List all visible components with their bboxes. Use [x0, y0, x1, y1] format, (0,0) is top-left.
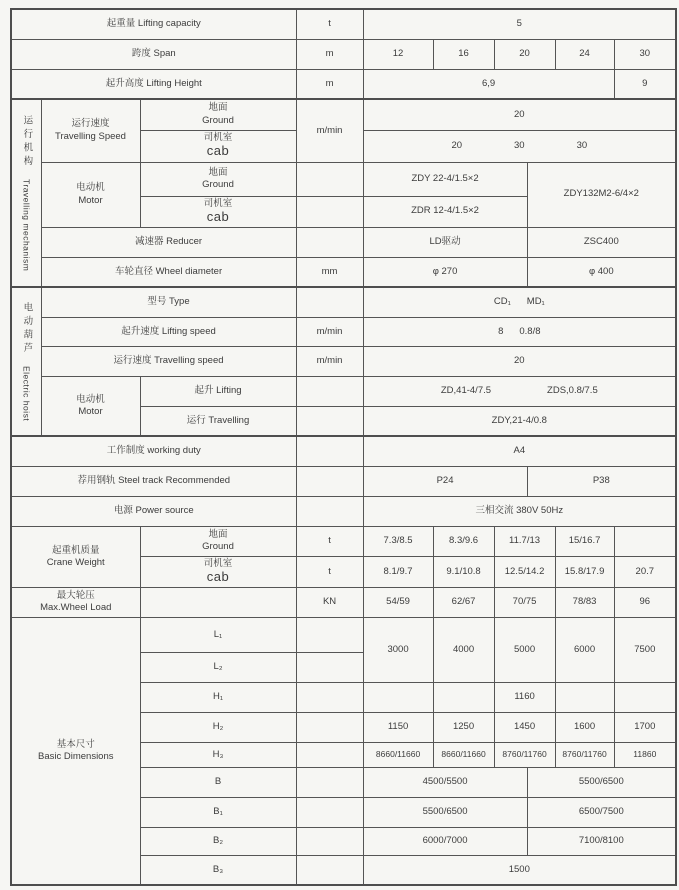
travel-speed-label-en: Travelling Speed: [55, 130, 126, 142]
max-wheel-load-label: [11, 587, 140, 617]
wheel-diameter-label: 车轮直径 Wheel diameter: [41, 257, 296, 287]
span-20: 20: [494, 39, 555, 69]
dim-B-v1: 4500/5500: [363, 767, 527, 797]
section-label-zh: 运行机构: [21, 114, 33, 169]
ground-zh: 地面: [208, 528, 228, 540]
span-30: 30: [614, 39, 676, 69]
row-lifting-height: [11, 69, 676, 99]
dim-L-v1: 3000: [363, 617, 433, 682]
hoist-motor-unit-empty: [296, 406, 363, 436]
hoist-motor-lifting-v1: ZD,41-4/7.5: [440, 385, 492, 397]
row-hoist-motor-lifting: [11, 376, 676, 406]
section-electric-hoist: [11, 287, 41, 436]
dim-H3-label: H₃: [140, 742, 296, 767]
cw-cab-5: 20.7: [614, 556, 676, 587]
hoist-type-v1: CD₁: [493, 296, 511, 308]
hoist-motor-travelling-value: ZDY,21-4/0.8: [363, 406, 676, 436]
section-label-en: Electric hoist: [21, 366, 32, 422]
dim-H2-v3: 1450: [494, 712, 555, 742]
section-label-zh: 电动葫芦: [21, 301, 33, 356]
travel-speed-label: [41, 99, 140, 162]
row-lifting-capacity: [11, 9, 676, 39]
dim-B-label: B: [140, 767, 296, 797]
cab-en: cab: [206, 208, 230, 224]
travel-speed-ground-value: 20: [363, 99, 676, 130]
dim-B2-unit-empty: [296, 827, 363, 855]
hoist-lift-speed-v1: 8: [498, 325, 504, 337]
cab-speed-3: 30: [576, 139, 588, 151]
hoist-travel-speed-value: 20: [363, 346, 676, 376]
section-travelling-mechanism: [11, 99, 41, 287]
wheel-diameter-v2: φ 400: [527, 257, 676, 287]
dim-B1-v1: 5500/6500: [363, 797, 527, 827]
hoist-type-v2: MD₁: [526, 296, 545, 308]
dim-H3-v1: 8660/11660: [363, 742, 433, 767]
crane-weight-label-en: Crane Weight: [46, 556, 105, 568]
tm-motor-cab-value: ZDR 12-4/1.5×2: [363, 196, 527, 227]
dim-H2-v2: 1250: [433, 712, 494, 742]
working-duty-unit-empty: [296, 436, 363, 466]
row-max-wheel-load: [11, 587, 676, 617]
ground-en: Ground: [202, 541, 234, 553]
steel-track-v1: P24: [363, 466, 527, 496]
section-label-en: Travelling mechanism: [21, 179, 32, 272]
dim-H2-v5: 1700: [614, 712, 676, 742]
max-wheel-load-label-en: Max.Wheel Load: [40, 602, 112, 614]
reducer-unit-empty: [296, 227, 363, 257]
lifting-capacity-value: 5: [363, 9, 676, 39]
tm-motor-ground-label: [140, 162, 296, 196]
lifting-height-v2: 9: [614, 69, 676, 99]
dim-H2-v4: 1600: [555, 712, 614, 742]
dim-H3-v3: 8760/11760: [494, 742, 555, 767]
dim-L2-label: L₂: [140, 652, 296, 682]
tm-motor-label-en: Motor: [78, 194, 103, 206]
dim-L-v3: 5000: [494, 617, 555, 682]
dim-H1-empty-1: [363, 682, 433, 712]
mwl-4: 78/83: [555, 587, 614, 617]
dim-L-v4: 6000: [555, 617, 614, 682]
hoist-type-values: [363, 287, 676, 317]
crane-weight-label: [11, 526, 140, 587]
crane-weight-cab-label: [140, 556, 296, 587]
power-source-unit-empty: [296, 496, 363, 526]
crane-weight-unit: t: [296, 556, 363, 587]
row-reducer: [11, 227, 676, 257]
cab-zh: 司机室: [203, 197, 233, 209]
power-source-label: 电源 Power source: [11, 496, 296, 526]
hoist-motor-lifting-label: 起升 Lifting: [140, 376, 296, 406]
tm-motor-right-value: ZDY132M2-6/4×2: [527, 162, 676, 227]
dim-H1-empty-2: [433, 682, 494, 712]
mwl-2: 62/67: [433, 587, 494, 617]
wheel-diameter-v1: φ 270: [363, 257, 527, 287]
dim-H3-unit-empty: [296, 742, 363, 767]
dim-L-v5: 7500: [614, 617, 676, 682]
hoist-motor-label: [41, 376, 140, 436]
dim-H2-unit-empty: [296, 712, 363, 742]
lifting-capacity-unit: t: [296, 9, 363, 39]
hoist-motor-lifting-pair: [366, 385, 674, 397]
cw-ground-4: 15/16.7: [555, 526, 614, 556]
hoist-lift-speed-values: [363, 317, 676, 346]
cab-en: cab: [206, 569, 230, 585]
cw-ground-2: 8.3/9.6: [433, 526, 494, 556]
ground-zh: 地面: [208, 166, 228, 178]
hoist-motor-unit-empty: [296, 376, 363, 406]
mwl-3: 70/75: [494, 587, 555, 617]
basic-dimensions-label-en: Basic Dimensions: [38, 751, 114, 763]
lifting-height-v1: 6,9: [363, 69, 614, 99]
lifting-height-label: 起升高度 Lifting Height: [11, 69, 296, 99]
row-span: [11, 39, 676, 69]
dim-B3-unit-empty: [296, 855, 363, 885]
tm-motor-unit-empty: [296, 162, 363, 196]
working-duty-value: A4: [363, 436, 676, 466]
steel-track-v2: P38: [527, 466, 676, 496]
dim-B3-label: B₃: [140, 855, 296, 885]
crane-weight-label-zh: 起重机质量: [51, 544, 100, 556]
hoist-travel-speed-unit: m/min: [296, 346, 363, 376]
hoist-motor-label-zh: 电动机: [76, 393, 105, 405]
row-hoist-type: [11, 287, 676, 317]
cab-en: cab: [206, 143, 230, 159]
dim-H3-v5: 11860: [614, 742, 676, 767]
cw-ground-5: [614, 526, 676, 556]
basic-dimensions-label-zh: 基本尺寸: [56, 738, 95, 750]
lifting-height-unit: m: [296, 69, 363, 99]
hoist-lift-speed-pair: [366, 326, 674, 338]
row-working-duty: [11, 436, 676, 466]
dim-B2-v2: 7100/8100: [527, 827, 676, 855]
hoist-motor-travelling-label: 运行 Travelling: [140, 406, 296, 436]
row-hoist-travel-speed: [11, 346, 676, 376]
hoist-motor-label-en: Motor: [78, 405, 103, 417]
crane-spec-table: [10, 8, 677, 886]
cab-zh: 司机室: [203, 131, 233, 143]
dim-L1-label: L₁: [140, 617, 296, 652]
cw-cab-2: 9.1/10.8: [433, 556, 494, 587]
hoist-type-unit-empty: [296, 287, 363, 317]
basic-dimensions-label: [11, 617, 140, 885]
hoist-type-label: 型号 Type: [41, 287, 296, 317]
crane-weight-ground-label: [140, 526, 296, 556]
dim-H1-unit-empty: [296, 682, 363, 712]
span-unit: m: [296, 39, 363, 69]
dim-L1-unit-empty: [296, 617, 363, 652]
dim-B3-value: 1500: [363, 855, 676, 885]
hoist-lift-speed-v2: 0.8/8: [519, 325, 541, 337]
cw-ground-1: 7.3/8.5: [363, 526, 433, 556]
power-source-value: 三相交流 380V 50Hz: [363, 496, 676, 526]
tm-motor-label-zh: 电动机: [76, 182, 105, 194]
row-steel-track: [11, 466, 676, 496]
hoist-travel-speed-label: 运行速度 Travelling speed: [41, 346, 296, 376]
ground-zh: 地面: [208, 102, 228, 114]
row-travel-speed-ground: [11, 99, 676, 130]
reducer-v2: ZSC400: [527, 227, 676, 257]
ground-en: Ground: [202, 179, 234, 190]
mwl-1: 54/59: [363, 587, 433, 617]
hoist-lift-speed-label: 起升速度 Lifting speed: [41, 317, 296, 346]
max-wheel-load-unit: KN: [296, 587, 363, 617]
dim-B-unit-empty: [296, 767, 363, 797]
dim-B2-label: B₂: [140, 827, 296, 855]
ground-en: Ground: [202, 114, 234, 126]
tm-motor-label: [41, 162, 140, 227]
row-crane-weight-ground: [11, 526, 676, 556]
cab-zh: 司机室: [203, 557, 233, 569]
reducer-label: 减速器 Reducer: [41, 227, 296, 257]
span-label: 跨度 Span: [11, 39, 296, 69]
span-12: 12: [363, 39, 433, 69]
travel-speed-ground-label: [140, 99, 296, 130]
dim-B1-label: B₁: [140, 797, 296, 827]
reducer-v1: LD驱动: [363, 227, 527, 257]
cw-cab-1: 8.1/9.7: [363, 556, 433, 587]
row-dim-L1: [11, 617, 676, 652]
dim-H1-value: 1160: [494, 682, 555, 712]
dim-B-v2: 5500/6500: [527, 767, 676, 797]
cab-speed-2: 30: [514, 139, 525, 151]
steel-track-label: 荐用钢轨 Steel track Recommended: [11, 466, 296, 496]
cw-cab-3: 12.5/14.2: [494, 556, 555, 587]
span-16: 16: [433, 39, 494, 69]
travel-speed-cab-label: [140, 130, 296, 162]
cab-speed-1: 20: [451, 139, 463, 151]
cab-speed-values: [366, 140, 674, 152]
hoist-type-value-pair: [366, 296, 674, 308]
row-tm-motor-ground: [11, 162, 676, 196]
steel-track-unit-empty: [296, 466, 363, 496]
tm-motor-unit-empty: [296, 196, 363, 227]
max-wheel-load-label-zh: 最大轮压: [56, 590, 95, 602]
dim-B1-unit-empty: [296, 797, 363, 827]
travel-speed-unit: m/min: [296, 99, 363, 162]
working-duty-label: 工作制度 working duty: [11, 436, 296, 466]
travel-speed-cab-values: [363, 130, 676, 162]
crane-weight-unit: t: [296, 526, 363, 556]
cw-ground-3: 11.7/13: [494, 526, 555, 556]
dim-H2-v1: 1150: [363, 712, 433, 742]
hoist-motor-lifting-v2: ZDS,0.8/7.5: [547, 385, 598, 397]
dim-H1-empty-4: [555, 682, 614, 712]
wheel-diameter-unit: mm: [296, 257, 363, 287]
max-wheel-load-sub-empty: [140, 587, 296, 617]
dim-H1-label: H₁: [140, 682, 296, 712]
dim-B1-v2: 6500/7500: [527, 797, 676, 827]
dim-L-v2: 4000: [433, 617, 494, 682]
tm-motor-ground-value: ZDY 22-4/1.5×2: [363, 162, 527, 196]
dim-H3-v4: 8760/11760: [555, 742, 614, 767]
dim-H2-label: H₂: [140, 712, 296, 742]
mwl-5: 96: [614, 587, 676, 617]
hoist-lift-speed-unit: m/min: [296, 317, 363, 346]
row-power-source: [11, 496, 676, 526]
cw-cab-4: 15.8/17.9: [555, 556, 614, 587]
row-hoist-lift-speed: [11, 317, 676, 346]
dim-L2-unit-empty: [296, 652, 363, 682]
dim-H3-v2: 8660/11660: [433, 742, 494, 767]
tm-motor-cab-label: [140, 196, 296, 227]
lifting-capacity-label: 起重量 Lifting capacity: [11, 9, 296, 39]
dim-H1-empty-5: [614, 682, 676, 712]
travel-speed-label-zh: 运行速度: [71, 118, 110, 130]
row-wheel-diameter: [11, 257, 676, 287]
span-24: 24: [555, 39, 614, 69]
hoist-motor-lifting-values: [363, 376, 676, 406]
dim-B2-v1: 6000/7000: [363, 827, 527, 855]
